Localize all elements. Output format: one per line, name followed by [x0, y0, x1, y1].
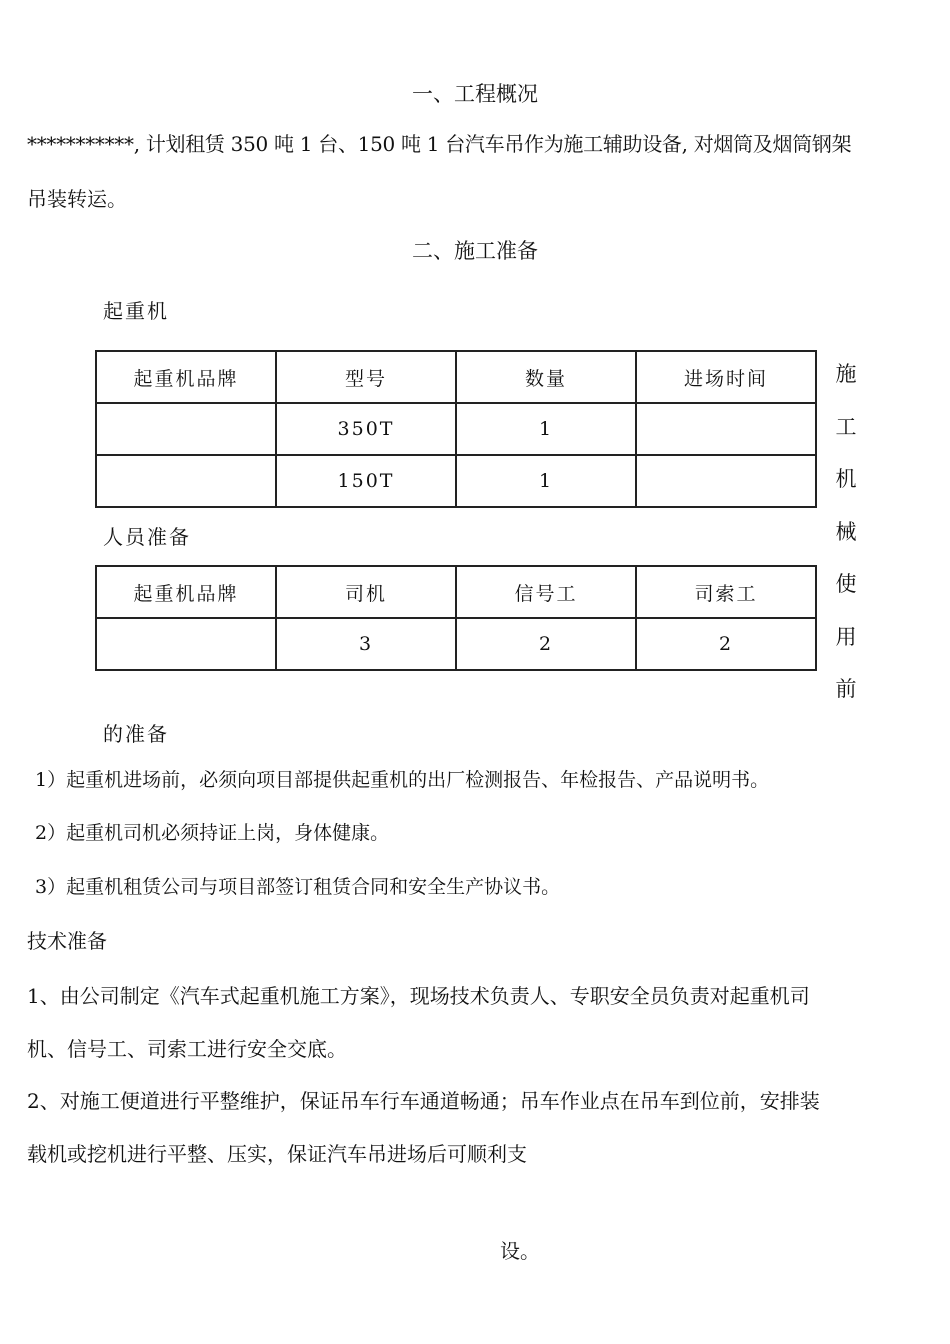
table-header-cell: 司索工	[636, 566, 816, 618]
overview-text-line-2: 吊装转运。	[27, 187, 127, 211]
section-2-title: 二、施工准备	[412, 239, 538, 263]
table-cell: 350T	[276, 403, 456, 455]
table-cell	[636, 403, 816, 455]
table-cell	[96, 618, 276, 670]
table-cell: 1	[456, 403, 636, 455]
table-header-cell: 信号工	[456, 566, 636, 618]
table-cell: 2	[636, 618, 816, 670]
table-cell: 2	[456, 618, 636, 670]
table-cell: 150T	[276, 455, 456, 507]
table-header-cell: 进场时间	[636, 351, 816, 403]
vertical-heading-char: 用	[835, 624, 857, 649]
table-cell	[96, 455, 276, 507]
vertical-heading-char: 工	[835, 414, 857, 439]
table-cell	[636, 455, 816, 507]
tech-item-1-line-1: 1、由公司制定《汽车式起重机施工方案》，现场技术负责人、专职安全员负责对起重机司	[27, 984, 810, 1008]
vertical-heading-tail: 的准备	[103, 722, 169, 746]
prep-item-3: 3）起重机租赁公司与项目部签订租赁合同和安全生产协议书。	[35, 876, 561, 898]
overview-text-line-1: ***********, 计划租赁 350 吨 1 台、150 吨 1 台汽车吊作为施工辅助设备, 对烟筒及烟筒钢架	[27, 132, 852, 156]
table-header-cell: 司机	[276, 566, 456, 618]
table-row	[96, 618, 816, 670]
table-cell	[96, 403, 276, 455]
table-header-cell: 型号	[276, 351, 456, 403]
vertical-heading-char: 施	[835, 362, 857, 386]
tech-item-2-line-2: 载机或挖机进行平整、压实，保证汽车吊进场后可顺利支	[27, 1142, 527, 1166]
table-header-cell: 起重机品牌	[96, 351, 276, 403]
tail-text: 设。	[500, 1239, 540, 1263]
vertical-heading	[834, 348, 858, 716]
table-cell: 3	[276, 618, 456, 670]
table-header-cell: 数量	[456, 351, 636, 403]
tech-label: 技术准备	[27, 929, 107, 953]
crane-table	[95, 350, 817, 508]
table-header-row	[96, 351, 816, 403]
prep-item-2: 2）起重机司机必须持证上岗，身体健康。	[35, 822, 390, 844]
table-header-row	[96, 566, 816, 618]
personnel-table	[95, 565, 817, 671]
table-header-cell: 起重机品牌	[96, 566, 276, 618]
vertical-heading-char: 前	[835, 677, 857, 701]
vertical-heading-char: 械	[835, 519, 857, 544]
table-row	[96, 403, 816, 455]
table-cell: 1	[456, 455, 636, 507]
table-row	[96, 455, 816, 507]
crane-label: 起重机	[103, 299, 169, 323]
vertical-heading-char: 使	[835, 572, 857, 596]
section-1-title: 一、工程概况	[412, 82, 538, 106]
prep-item-1: 1）起重机进场前，必须向项目部提供起重机的出厂检测报告、年检报告、产品说明书。	[35, 769, 770, 791]
personnel-label: 人员准备	[103, 525, 191, 549]
vertical-heading-char: 机	[835, 467, 857, 491]
tech-item-2-line-1: 2、对施工便道进行平整维护，保证吊车行车通道畅通；吊车作业点在吊车到位前，安排装	[27, 1089, 820, 1113]
tech-item-1-line-2: 机、信号工、司索工进行安全交底。	[27, 1037, 347, 1061]
